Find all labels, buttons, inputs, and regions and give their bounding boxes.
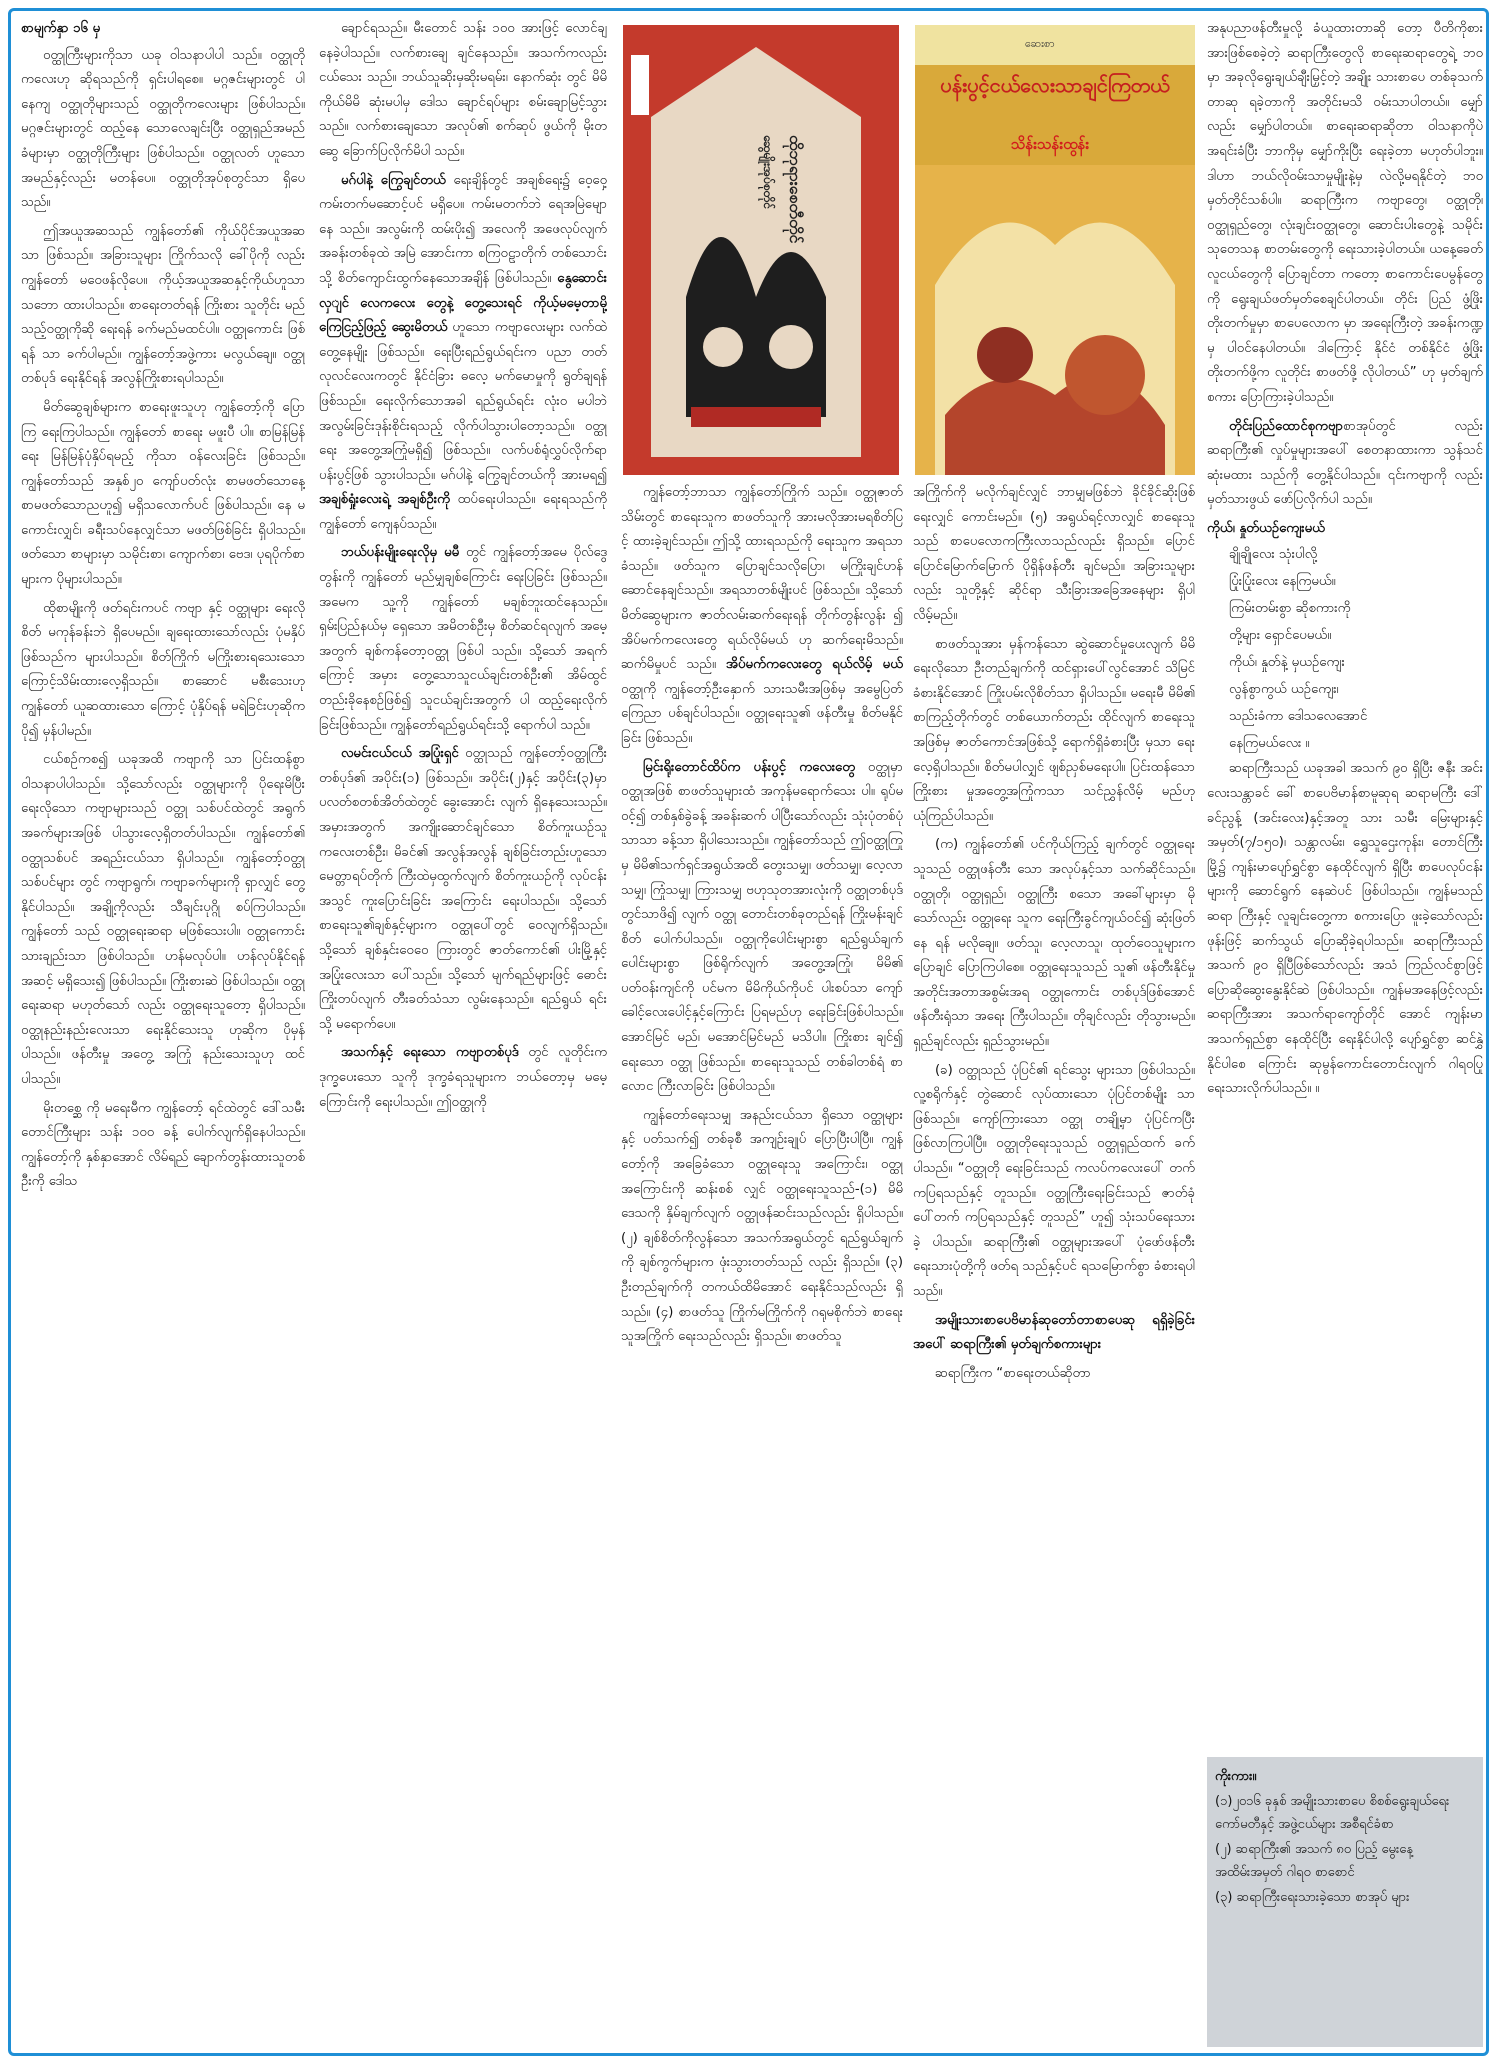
poem <box>1207 541 1483 757</box>
cover-right-illustration <box>915 165 1195 475</box>
paragraph: မိုးတစ္ဆေ ကို မရေးမီက ကျွန်တော့် ရင်ထဲတွင် ဒေါ်သမီးတောင်ကြီးများ သန်း ၁၀၀ ခန့် ပေါက်လျက်ရှိနေပါသည်။ ကျွန်တော့်ကို နှစ်နှာအောင် လိမ်ရည် ချောက်တွန်းထားသူတစ်ဦးကို ဒေါသ <box>21 1100 305 1190</box>
poem-title: ကိုယ်၊ နှုတ်ယဉ်ကျေးမယ် <box>1207 520 1325 536</box>
cover-right-header-band <box>915 25 1195 65</box>
article-column-1 <box>21 17 305 2047</box>
article-column-3 <box>621 481 903 2047</box>
cover-right-title: ပန်းပွင့်ငယ်လေးသာချင်ကြတယ် <box>940 73 1170 97</box>
publisher-logo <box>631 55 649 115</box>
continued-from-heading: စာမျက်နှာ ၁၆ မှ <box>21 21 101 36</box>
cover-left-title: ထိုဘုရားစေတီတိုင် <box>786 135 805 244</box>
poem-line: ချိုချိုလေး သုံးပါလို့ <box>1229 547 1318 563</box>
paragraph: ဆရာကြီးက “စာရေးတယ်ဆိုတာ <box>935 1365 1091 1381</box>
reference-item: (၂) ဆရာကြီး၏ အသက် ၈၀ ပြည့် မွေးနေ့အထိမ်းအမှတ် ဂါရဝ စာစောင် <box>1215 1842 1414 1880</box>
paragraph: ငယ်စဉ်ကစ၍ ယခုအထိ ကဗျာကို သာ ပြင်းထန်စွာ ဝါသနာပါပါသည်။ သို့သော်လည်း ဝတ္ထုများကို ပိုရေးမိပြီး ရေးလိုသော ကဗျာများသည် ဝတ္ထု သစ်ပင်ထဲတွင် အရွက်အခက်များအဖြစ် ပါသွားလေ့ရှိတတ်ပါသည်။ ကျွန်တော်၏ ဝတ္ထုသစ်ပင် အရည်းငယ်သာ ရှိပါသည်။ ကျွန်တော့်ဝတ္ထုသစ်ပင်များ တွင် ကဗျာရွက်၊ ကဗျာခက်များကို ရှာလျှင် တွေ့နိုင်ပါသည်။ အချို့ကိုလည်း သီချင်းပုဂ္ဂို စပ်ကြပါသည်။ ကျွန်တော် သည် ဝတ္ထုရေးဆရာ မဖြစ်သေးပါ။ ဝတ္ထုကောင်းသားချည်းသာ ဖြစ်ပါသည်။ ဟန်မလုပ်ပါ။ ဟန်လုပ်နိုင်ရန် အဆင့် မရှိသေး၍ ဖြစ်ပါသည်။ ကြိုးစားဆဲ ဖြစ်ပါသည်။ ဝတ္ထုရေးဆရာ မဟုတ်သော် လည်း ဝတ္ထုရေးသူတော့ ရှိပါသည်။ ဝတ္ထုနည်းနည်းလေးသာ ရေးနိုင်သေးသူ ဟုဆိုက ပိုမှန်ပါသည်။ ဖန်တီးမှု အတွေ့ အကြုံ နည်းသေးသူဟု ထင်ပါသည်။ <box>21 752 305 1087</box>
paragraph: ထိုစာမျိုးကို ဖတ်ရင်းကပင် ကဗျာ နှင့် ဝတ္ထုများ ရေးလိုစိတ် မကုန်ခန်းဘဲ ရှိပေမည်။ ချရေးထားသော်လည်း ပုံမနှိပ်ဖြစ်သည်က များပါသည်။ စိတ်ကြိုက် မကြိုးစားရသေးသော ကြောင့်သိမ်းထားလေ့ရှိသည်။ စာဆောင် မစီးသေးဟု ကျွန်တော် ယူဆထားသော ကြောင့် ပုံနှိပ်ရန် မရဲခြင်းဟုဆိုက ပို၍ မှန်ပါမည်။ <box>21 600 305 739</box>
paragraph: မြင်းရိုးတောင်ထိပ်က ပန်းပွင့် ကလေးတွေ ဝတ္ထုမှာ ဝတ္ထုအဖြစ် စာဖတ်သူများထံ အကုန်မရောက်သေး ပါ။ ရုပ်မဝင့်၍ တစ်နှစ်ခွဲခန့် အခန်းဆက် ပါပြီးသော်လည်း သုံးပုံတစ်ပုံသာသာ ခန့်သာ ရှိပါသေးသည်။ ကျွန်တော်သည် ဤဝတ္ထုကြုမှ မိမိ၏သက်ရှင်အရွယ်အထိ တွေးသမျှ၊ ဖတ်သမျှ၊ လေ့လာသမျှ၊ ကြုံသမျှ၊ ကြားသမျှ ဗဟုသုတအားလုံးကို ဝတ္ထုတစ်ပုဒ်တွင်သာဖိ၍ လျက် ဝတ္ထု တောင်းတစ်ခုတည်ရန် ကြိုးမန်းချင်စိတ် ပေါက်ပါသည်။ ဝတ္ထုကိုပေါင်းများစွာ ရည်ရွယ်ချက်ပေါင်းများစွာ ဖြစ်ရိုက်လျက် အတွေ့အကြုံ၊ မိမိ၏ ပတ်ဝန်းကျင်ကို ပင်မက မိမိကိုယ်ကိုပင် ပါးစပ်သာ ကျော်ခေါင့်လေးပေါင့်နှင့်ကြောင်း ပြရမည်ဟု ရေးခြင်းဖြစ်ပါသည်။ အောင်မြင် မည်၊ မအောင်မြင်မည် မသိပါ။ ကြိုးစား ချင်၍ ရေးသော ဝတ္ထု ဖြစ်သည်။ စာရေးသူသည် တစ်ခါတစ်ရံ စာလောင ကြီးလာခြင်း ဖြစ်ပါသည်။ <box>621 759 903 1095</box>
poem-line: ပြုံးပြုံးလေး နေကြမယ်။ <box>1229 574 1336 590</box>
poem-line: လွန်စွာကွယ် ယဉ်ကျေး၊ <box>1229 682 1339 698</box>
references-box <box>1207 1757 1483 2047</box>
paragraph: စာဖတ်သူအား မှန်ကန်သော ဆွဲဆောင်မှုပေးလျက် မိမိရေးလိုသော ဦးတည်ချက်ကို ထင်ရှားပေါ်လွင်အောင် သိမြင်ခံစားနိုင်အောင် ကြိုးပမ်းလိုစိတ်သာ ရှိပါသည်။ မရေးမီ မိမိ၏ စာကြည့်တိုက်တွင် တစ်ယောက်တည်း ထိုင်လျက် စာရေးသူအဖြစ်မှ ဇာတ်ကောင်အဖြစ်သို့ ရောက်ရှိခံစားပြီး မှသာ ရေးလေ့ရှိပါသည်။ စိတ်မပါလျှင် ဖျစ်ညှစ်မရေးပါ။ ပြင်းထန်သောကြိုးစား မှုအတွေ့အကြုံကသာ သင်ညွှန်လိမ့် မည်ဟု ယုံကြည်ပါသည်။ <box>913 636 1195 824</box>
paragraph: မဂ်ပါနဲ့ ကြွေချင်တယ် ရေးချိန်တွင် အချစ်ရေး၌ ဝေ့ဝှေ့ကမ်းတက်မဆောင့်ပင် မရှိပေ။ ကမ်းမတက်ဘဲ ရေအမြဲမျောနေ သည်။ အလွမ်းကို ထမ်းပိုး၍ အလေကို အဖေလုပ်လျက် အခန်းတစ်ခုထဲ အမြဲ အောင်းကာ စကြဝဠာတိုက် တစ်သောင်း သို့ စိတ်ကျောင်းထွက်နေသောအချိန် ဖြစ်ပါသည်။ နွေဆောင်းလှျင် လေကလေး တွေနဲ့ တွေ့သေးရင် ကိုယ့်မမေ့တာမို့ ကြေငြည့်ဖြည့် ဆွေးမိတယ် ဟူသော ကဗျာလေးများ လက်ထဲတွေ့နေမျိုး ဖြစ်သည်။ ရေးပြီးရည်ရွယ်ရင်းက ပညာ တတ်လုလင်လေးကတွင် နိုင်ငံခြား ဓလေ့ မက်မောမှုကို ရွတ်ချရန် ဖြစ်သည်။ ရေးလိုက်သောအခါ ရည်ရွယ်ရင်း လုံးဝ မပါဘဲ အလွမ်းခြင်းဒုန်းစိုင်းရသည့် လိုက်ပါသွားပါတော့သည်။ ဝတ္ထုရေး အတွေ့အကြုံမရှိ၍ ဖြစ်သည်။ လက်ပစ်ရုံလွှပ်လိုက်ရာ ပန်းပွင့်ဖြစ် သွားပါသည်။ မဂ်ပါနဲ့ ကြွေချင်တယ်ကို အားမရ၍ အချစ်ရှုံးလေးရဲ့ အချစ်ဦးကို ထပ်ရေးပါသည်။ ရေးရသည်ကို ကျွန်တော် ကျေနပ်သည်။ <box>319 172 607 532</box>
paragraph: (က) ကျွန်တော်၏ ပင်ကိုယ်ကြည့် ချက်တွင် ဝတ္ထုရေးသူသည် ဝတ္ထုဖန်တီး သော အလုပ်နှင့်သာ သက်ဆိုင်သည်။ ဝတ္ထုတို၊ ဝတ္ထုရှည်၊ ဝတ္ထုကြီး စသော အခေါ်များမှာ မိုသော်လည်း ဝတ္ထုရေး သူက ရေးကြီးခွင်ကျယ်ဝင်၍ ဆုံးဖြတ်နေ ရန် မလိုချေ။ ဖတ်သူ၊ လေ့လာသူ၊ ထုတ်ဝေသူများက ပြောချင် ပြောကြပါစေ။ ဝတ္ထုရေးသူသည် သူ၏ ဖန်တီးနိုင်မှု အတိုင်းအတာအစွမ်းအရ ဝတ္ထုကောင်း တစ်ပုဒ်ဖြစ်အောင် ဖန်တီးရုံသာ အရေး ကြီးပါသည်။ တိုချင်လည်း တိုသွားမည်။ ရှည်ချင်လည်း ရှည်သွားမည်။ <box>913 837 1195 1050</box>
article-column-2 <box>319 17 607 2047</box>
reference-item: (၁)၂၀၁၆ ခုနှစ် အမျိုးသားစာပေ စိစစ်ရွေးချယ်ရေး ကော်မတီနှင့် အဖွဲ့ငယ်များ အစီရင်ခံစာ <box>1215 1794 1450 1832</box>
book-cover-left <box>623 25 899 475</box>
paragraph: ဆရာကြီးသည် ယခုအခါ အသက် ၉၀ ရှိပြီး ဇနီး အင်းလေးသန္တာခင် ခေါ် စာပေဗိမာန်စာမူဆုရ ဆရာမကြီး ဒေါ်ခင်ညွန့် (အင်းလေး)နှင့်အတူ သား သမီး မြေးများနှင့် အမှတ်(၇/၁၅၀)၊ သန္တာလမ်း၊ ရွှေသူဌေးကုန်း၊ တောင်ကြီး မြို့၌ ကျန်းမာပျော်ရွှင်စွာ နေထိုင်လျက် ရှိပြီး စာပေလုပ်ငန်းများကို ဆောင်ရွက် နေဆဲပင် ဖြစ်ပါသည်။ ကျွန်မသည် ဆရာ ကြီးနှင့် လူချင်းတွေ့ကာ စကားပြော ဖူးခဲ့သော်လည်း ဖုန်းဖြင့် ဆက်သွယ် ပြောဆိုခဲ့ရပါသည်။ ဆရာကြီးသည် အသက် ၉၀ ရှိပြီဖြစ်သော်လည်း အသံ ကြည်လင်စွာဖြင့် ပြောဆိုဆွေးနွေးနိုင်ဆဲ ဖြစ်ပါသည်။ ကျွန်မအနေဖြင့်လည်း ဆရာကြီးအား အသက်ရာကျော်တိုင် အောင် ကျန်းမာအသက်ရှည်စွာ နေထိုင်ပြီး ရေးနိုင်ပါလို့ ပျော်ရွှင်စွာ ဆင်နွှဲနိုင်ပါစေ ကြောင်း ဆုမွန်ကောင်းတောင်းလျက် ဂါရဝပြု ရေးသားလိုက်ပါသည်။ ။ <box>1207 761 1483 1097</box>
paragraph: ချောင်ရသည်။ မီးတောင် သန်း ၁၀၀ အားဖြင့် လောင်ချနေခဲ့ပါသည်။ လက်စားချေ ချင်နေသည်။ အသက်ကလည်း ငယ်သေး သည်။ ဘယ်သူဆိုးမှဆိုးမရမ်း၊ နောက်ဆုံး တွင် မိမိကိုယ်မိမိ ဆုံးမပါမှ ဒေါသ ချောင်ရပ်များ စမ်းချောမြင့်သွားသည်။ လက်စားချေသော အလုပ်၏ စက်ဆုပ် ဖွယ်ကို မိုးတဆွေ ခြောက်ပြလိုက်မိပါ သည်။ <box>319 21 607 159</box>
poem-line: သည်းခံကာ ဒေါသလေအောင် <box>1229 709 1368 725</box>
paragraph: လမင်းငယ်ငယ် အပြုံးရှင် ဝတ္ထုသည် ကျွန်တော့်ဝတ္ထုကြီးတစ်ပုဒ်၏ အပိုင်း(၁) ဖြစ်သည်။ အပိုင်း(၂)နှင့် အပိုင်း(၃)မှာ ပလတ်စတစ်အိတ်ထဲတွင် ခွေးအောင်း လျက် ရှိနေသေးသည်။ အမှားအတွက် အကျိုးဆောင်ချင်သော စိတ်ကူးယဉ်သူ ကလေးတစ်ဦး၊ မိခင်၏ အလွန်အလွန် ချစ်ခြင်းတည်းဟူသော မေတ္တာရပ်တိုက် ကြီးထဲမှထွက်လျက် စိတ်ကူးယဉ်ကို လုပ်ငန်းအသွင် ကူးပြောင်းခြင်း အကြောင်း ရေးပါသည်။ သို့သော် စာရေးသူ၏ချစ်နှင့်များက ဝတ္ထုပေါ်တွင် ဝေလျက်ရှိသည်။ သို့သော် ချစ်နှင်းဝေဝေ ကြားတွင် ဇာတ်ကောင်၏ ပါးမြို့နှင့် အပြုံးလေးသာ ပေါ်သည်။ သို့သော် မျက်ရည်များဖြင့် ဓောင်းကြိုးတပ်လျက် တီးခတ်သံသာ လွမ်းနေသည်။ ရည်ရွယ် ရင်းသို့ မရောက်ပေ။ <box>319 746 607 1032</box>
paragraph: ကျွန်တော့်ဘာသာ ကျွန်တော်ကြိုက် သည်။ ဝတ္ထုဇာတ်သိမ်းတွင် စာရေးသူက စာဖတ်သူကို အားမလိုအားမရစိတ်ပြင့် ထားခဲ့ချင်သည်။ ဤသို့ ထားရသည်ကို ရေးသူက အရသာခံသည်။ ဖတ်သူက ပြောချင်သလိုပြော၊ မကြိုးချင်ဟန် ဆောင်နေချင်သည်။ အရသာတစ်မျိုးပင် ဖြစ်သည်။ သို့သော် မိတ်ဆွေများက ဇာတ်လမ်းဆက်ရေးရန် တိုက်တွန်းလွန်း ၍ အိပ်မက်ကလေးတွေ ရယ်လိုမ်မယ် ဟု ဆက်ရေးမိသည်။ ဆက်မိမှုပင် သည်။ အိပ်မက်ကလေးတွေ ရယ်လိမ့် မယ် ဝတ္ထုကို ကျွန်တော့်ဦးနှောက် သားသမီးအဖြစ်မှ အမွေပြတ် ကြေညာ ပစ်ချင်ပါသည်။ ဝတ္ထုရေးသူ၏ ဖန်တီးမှု စိတ်မနိုင်ခြင်း ဖြစ်သည်။ <box>621 485 903 746</box>
paragraph: ဤအယူအဆသည် ကျွန်တော်၏ ကိုယ်ပိုင်အယူအဆသာ ဖြစ်သည်။ အခြားသူများ ကြိုက်သလို ခေါ်ပိုကို လည်း ကျွန်တော် မဝေဖန်လိုပေ။ ကိုယ့်အယူအဆနှင့်ကိုယ်ဟူသာသဘော ထားပါသည်။ စာရေးတတ်ရန် ကြိုးစား သူတိုင်း မည်သည့်ဝတ္ထုကိုဆို ရေးရန် ခက်မည်မထင်ပါ။ ဝတ္ထုကောင်း ဖြစ်ရန် သာ ခက်ပါမည်။ ကျွန်တော့်အဖွဲ့ကား မလွယ်ချေ။ ဝတ္ထုတစ်ပုဒ် ရေးနိုင်ရန် အလွန်ကြိုးစားရပါသည်။ <box>21 223 305 387</box>
paragraph: အကြိုက်ကို မလိုက်ချင်လျှင် ဘာမျှမဖြစ်ဘဲ ခိုင်ခိုင်ဆိုးဖြစ်ရေးလျှင် ကောင်းမည်။ (၅) အရွယ်ရင့်လာလျှင် စာရေးသူသည် စာပေလောကကြီးလာသည်လည်း ရှိသည်။ ပြောင်ပြောင်မြောက်မြောက် ပိုရှိန်ဖန်တီး ချင်မည်။ အခြားသူများလည်း သူတို့နှင့် ဆိုင်ရာ သီးခြားအခြေအနေများ ရှိပါ လိမ့်မည်။ <box>913 485 1195 623</box>
paragraph: (ခ) ဝတ္ထုသည် ပုံပြင်၏ ရင်သွေး များသာ ဖြစ်ပါသည်။ လူ့စရိုက်နှင့် တွဲဆောင် လုပ်ထားသော ပုံပြင်တစ်မျိုး သာ ဖြစ်သည်။ ကျော်ကြားသော ဝတ္ထု တချို့မှာ ပုံပြင်ကပြီး ဖြစ်လာကြပါပြီ။ ဝတ္ထုတိုရေးသူသည် ဝတ္ထုရှည်ထက် ခက်ပါသည်။ “ဝတ္ထုတို ရေးခြင်းသည် ကလပ်ကလေးပေါ် တက်ကပြရသည်နှင့် တူသည်။ ဝတ္ထုကြီးရေးခြင်းသည် ဇာတ်ခုံပေါ်တက် ကပြရသည်နှင့် တူသည်” ဟူ၍ သုံးသပ်ရေးသားခဲ့ ပါသည်။ ဆရာကြီး၏ ဝတ္ထုများအပေါ် ပုံဖော်ဖန်တီးရေးသားပုံတို့ကို ဖတ်ရ သည်နှင့်ပင် ရသမြောက်စွာ ခံစားရပါ သည်။ <box>913 1062 1195 1299</box>
poem-line: ကြမ်းတမ်းစွာ ဆိုစကားကို <box>1229 601 1351 617</box>
references-title: ကိုးကား။ <box>1215 1769 1257 1784</box>
paragraph: အမျိုးသားစာပေဗိမာန်ဆုတော်တာစာပေဆု ရရှိခဲ့ခြင်းအပေါ် ဆရာကြီး၏ မှတ်ချက်စကားများ <box>913 1312 1195 1353</box>
paragraph: အသက်နှင့် ရေးသော ကဗျာတစ်ပုဒ် တွင် လူတိုင်းက ဒုက္ခပေးသော သူကို ဒုက္ခခံရသူများက ဘယ်တော့မှ မမေ့ ကြောင်းကို ရေးပါသည်။ ဤဝတ္ထုကို <box>319 1045 607 1110</box>
paragraph: ဘယ်ပန်းမျိုးရေးလိုမှ မမီ တွင် ကျွန်တော့်အမေ ပိုလ်ဒွေတွန်းကို ကျွန်တော် မည်မျှချစ်ကြောင်း ရေးပြခြင်း ဖြစ်သည်။ အမေက သူ့ကို ကျွန်တော် မချစ်ဘူးထင်နေသည်။ ရှမ်းပြည်နယ်မှ ရှေသော အမိတစ်ဦးမှ စိတ်ဆင်ရလျက် အမေ့အတွက် ချစ်ကန်တော့ဝတ္ထု ဖြစ်ပါ သည်။ သို့သော် အရက်ကြောင့် အမှား တွေ့သောသူငယ်ချင်းတစ်ဦး၏ အိမ်ထွင် တည်းခိုနေစဉ်ဖြစ်၍ သူငယ်ချင်းအတွက် ပါ ထည့်ရေးလိုက်ခြင်းဖြစ်သည်။ ကျွန်တော်ရည်ရွယ်ရင်းသို့ ရောက်ပါ သည်။ <box>319 545 607 733</box>
cover-illustration <box>651 47 861 457</box>
book-cover-right <box>915 25 1195 475</box>
poem-line: နေကြမယ်လေး ။ <box>1229 736 1310 752</box>
column-3-body <box>621 481 903 1350</box>
column-4-body <box>913 481 1195 1386</box>
paragraph: မိတ်ဆွေချစ်များက စာရေးဖူးသူဟု ကျွန်တော့်ကို ပြောကြ ရေးကြပါသည်။ ကျွန်တော် စာရေး မဖူးပီ ပါ။ စာမြန်မြန်ရေး မြန်မြန်ပုံနှိပ်ရမည့် ကိုသာ ဝန်လေးခြင်း ဖြစ်သည်။ ကျွန်တော်သည် အနှစ်၂၀ ကျော်ပတ်လုံး စာမဖတ်သောနေ့ စာမဖတ်သောညဟူ၍ မရှိသလောက်ပင် ဖြစ်ပါသည်။ နေ မကောင်းလျှင်၊ ခရီးသပ်နေလျှင်သာ မဖတ်ဖြစ်ခြင်း ရှိပါသည်။ ဖတ်သော စာများမှာ သမိုင်းစာ၊ ကျောက်စာ၊ ဗေဒ၊ ပုရပိုက်စာများက ပိုများပါသည်။ <box>21 399 305 588</box>
column-5-body <box>1207 17 1483 513</box>
column-2-body <box>319 17 607 1115</box>
column-5-closing <box>1207 757 1483 1101</box>
paragraph: ဝတ္ထုကြီးများကိုသာ ယခု ဝါသနာပါပါ သည်။ ဝတ္ထုတိုကလေးဟု ဆိုရသည်ကို ရှင်းပါရစေ။ မဂ္ဂဇင်းများတွင် ပါနေကျ ဝတ္ထုတိုများသည် ဝတ္ထုတိုကလေးများ ဖြစ်ပါသည်။ မဂ္ဂဇင်းများတွင် ထည့်နေ သောလေချင်းပြီး ဝတ္ထုရှည်အမည်ခံများမှာ ဝတ္ထုတိုကြီးများ ဖြစ်ပါသည်။ ဝတ္ထုလတ် ဟူသော အမည်နှင့်လည်း မတန်ပေ။ ဝတ္ထုတိုအုပ်စုတွင်သာ ရှိပေသည်။ <box>21 47 305 211</box>
reference-item: (၃) ဆရာကြီးရေးသားခဲ့သော စာအုပ် များ <box>1215 1890 1410 1905</box>
cover-right-author: သိန်းသန်းထွန်း <box>1011 135 1090 153</box>
cover-left-author: ဆွေမျိုးအုပ်စုတိုင် <box>761 135 775 210</box>
article-column-5 <box>1207 17 1483 1637</box>
column-1-body <box>21 44 305 1195</box>
cover-right-header: ဆေးစာ <box>1025 37 1055 50</box>
paragraph: အနုပညာဖန်တီးမှုလို့ ခံယူထားတာဆို တော့ ပီတိကိုစား အားဖြစ်စေခဲ့တဲ့ ဆရာကြီးတွေလို စာရေးဆရာတွေရဲ့ ဘဝမှာ အခုလိုရွေးချယ်ချီးမြှင့်တဲ့ အချိုး သားစာပေ တစ်ခုသက်တာဆု ရခဲ့တာကို အတိုင်းမသိ ဝမ်းသာပါတယ်။ မျှော် လည်း မျှော်ပါတယ်။ စာရေးဆရာဆိုတာ ဝါသနာကိုပဲ အရင်းခံပြီး ဘာကိုမှ မျှော်ကိုးပြီး ရေးခဲ့တာ မဟုတ်ပါဘူး။ ဒါဟာ ဘယ်လိုဝမ်းသာမှုမျိုးနဲ့မှ လဲလို့မရနိုင်တဲ့ ဘဝမှတ်တိုင်သစ်ပါ။ ဆရာကြီးက ကဗျာတွေ၊ ဝတ္ထုတို၊ ဝတ္ထုရှည်တွေ၊ လုံးချင်းဝတ္ထုတွေ၊ ဆောင်းပါးတွေနဲ့ သမိုင်းသုတေသန စာတမ်းတွေကို ရေးသားခဲ့ပါတယ်။ ယနေ့ခေတ် လူငယ်တွေကို ပြောချင်တာ ကတော့ စာကောင်းပေမွန်တွေကို ရွေးချယ်ဖတ်မှတ်စေချင်ပါတယ်။ တိုင်း ပြည် ဖွံ့ဖြိုးတိုးတက်မှုမှာ စာပေလောက မှာ အရေးကြီးတဲ့ အခန်းကဏ္ဍမှ ပါဝင်နေပါတယ်။ ဒါကြောင့် နိုင်ငံ တစ်နိုင်ငံ ဖွံ့ဖြိုးတိုးတက်ဖို့က လူတိုင်း စာဖတ်ဖို့ လိုပါတယ်” ဟု မှတ်ချက်စကား ပြောကြားခဲ့ပါသည်။ <box>1207 21 1483 405</box>
article-column-4 <box>913 481 1195 2047</box>
poem-line: တို့များ ရှောင်ပေမယ်။ <box>1229 628 1332 644</box>
poem-line: ကိုယ်၊ နှုတ်နဲ့ မှယဉ်ကျေး <box>1229 655 1345 671</box>
paragraph: တိုင်းပြည်ထောင်စုကဗျာစာအုပ်တွင် လည်း ဆရာကြီး၏ လှုပ်မှုများအပေါ် စေတနာထားကာ သွန်သင်ဆုံးမထား သည်ကို တွေ့နိုင်ပါသည်။ ၎င်းကဗျာကို လည်း မှတ်သားဖွယ် ဖော်ပြလိုက်ပါ သည်။ <box>1207 418 1483 508</box>
magazine-page <box>8 8 1489 2056</box>
paragraph: ကျွန်တော်ရေးသမျှ အနည်းငယ်သာ ရှိသော ဝတ္ထုများနှင့် ပတ်သက်၍ တစ်ခုစီ အကျဉ်းချုပ် ပြောပြီးပါပြီ။ ကျွန်တော့်ကို အခြေခံသော ဝတ္ထုရေးသူ အကြောင်း၊ ဝတ္ထုအကြောင်းကို ဆန်းစစ် လျှင် ဝတ္ထုရေးသူသည်-(၁) မိမိဒေသကို နှိမ်ချက်လျက် ဝတ္ထုဖန်ဆင်းသည်လည်း ရှိပါသည်။ (၂) ချစ်စိတ်ကိုလွန်သော အသက်အရွယ်တွင် ရည်ရွယ်ချက်ကို ချစ်ကွက်များက ဖုံးသွားတတ်သည် လည်း ရှိသည်။ (၃) ဦးတည်ချက်ကို တကယ်ထိမိအောင် ရေးနိုင်သည်လည်း ရှိသည်။ (၄) စာဖတ်သူ ကြိုက်မကြိုက်ကို ဂရုမစိုက်ဘဲ စာရေးသူအကြိုက် ရေးသည်လည်း ရှိသည်။ စာဖတ်သူ <box>621 1107 903 1345</box>
